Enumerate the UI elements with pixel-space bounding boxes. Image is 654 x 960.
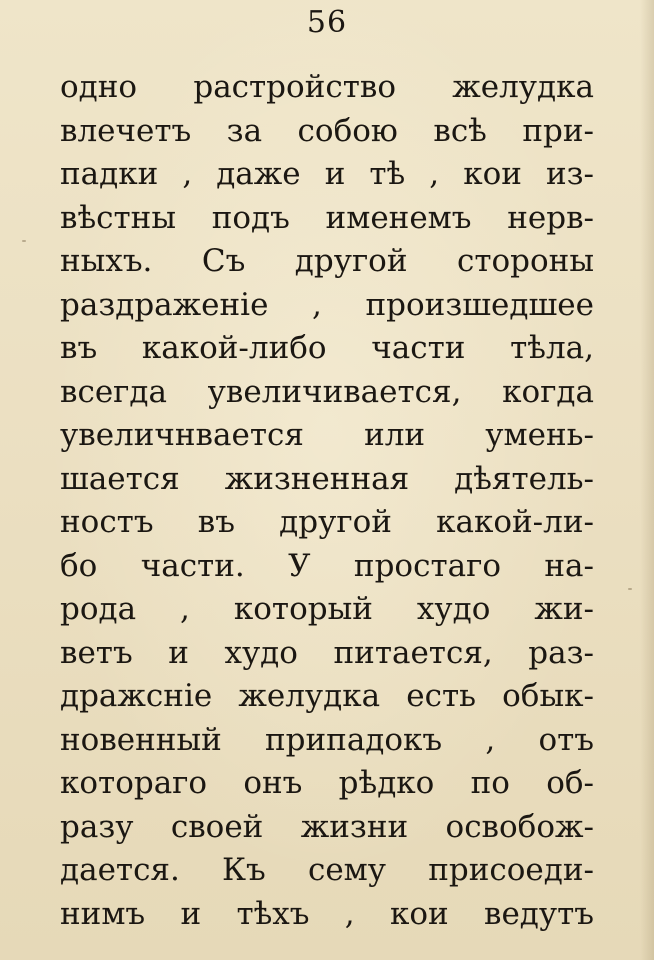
page-edge-shadow bbox=[640, 0, 654, 960]
text-line: всегда увеличивается, когда bbox=[60, 373, 594, 410]
text-line: раздраженіе , произшедшее bbox=[60, 286, 594, 323]
paper-speck bbox=[22, 240, 26, 242]
text-line: шается жизненная дѣятель- bbox=[60, 460, 594, 497]
text-line: влечетъ за собою всѣ при- bbox=[60, 112, 594, 149]
text-line: нимъ и тѣхъ , кои ведутъ bbox=[60, 895, 594, 932]
text-line: разу своей жизни освобож- bbox=[60, 808, 594, 845]
text-line: ностъ въ другой какой-ли- bbox=[60, 504, 594, 540]
body-text bbox=[60, 66, 594, 936]
text-line: ныхъ. Съ другой стороны bbox=[60, 243, 594, 279]
page-number: 56 bbox=[306, 5, 348, 40]
text-line: ветъ и худо питается, раз- bbox=[60, 634, 594, 671]
text-line: дражсніе желудка есть обык- bbox=[60, 678, 594, 714]
paper-speck bbox=[628, 588, 632, 590]
text-line: падки , даже и тѣ , кои из- bbox=[60, 156, 594, 192]
text-line: въ какой-либо части тѣла, bbox=[60, 330, 594, 366]
text-line: дается. Къ сему присоеди- bbox=[60, 852, 594, 888]
text-line: бо части. У простаго на- bbox=[60, 547, 594, 584]
text-line: вѣстны подъ именемъ нерв- bbox=[60, 199, 594, 236]
text-line: котораго онъ рѣдко по об- bbox=[60, 765, 594, 801]
text-line: рода , который худо жи- bbox=[60, 591, 594, 627]
text-line: одно растройство желудка bbox=[60, 69, 594, 105]
text-line: новенный припадокъ , отъ bbox=[60, 721, 594, 758]
text-line: увеличнвается или умень- bbox=[60, 417, 594, 453]
